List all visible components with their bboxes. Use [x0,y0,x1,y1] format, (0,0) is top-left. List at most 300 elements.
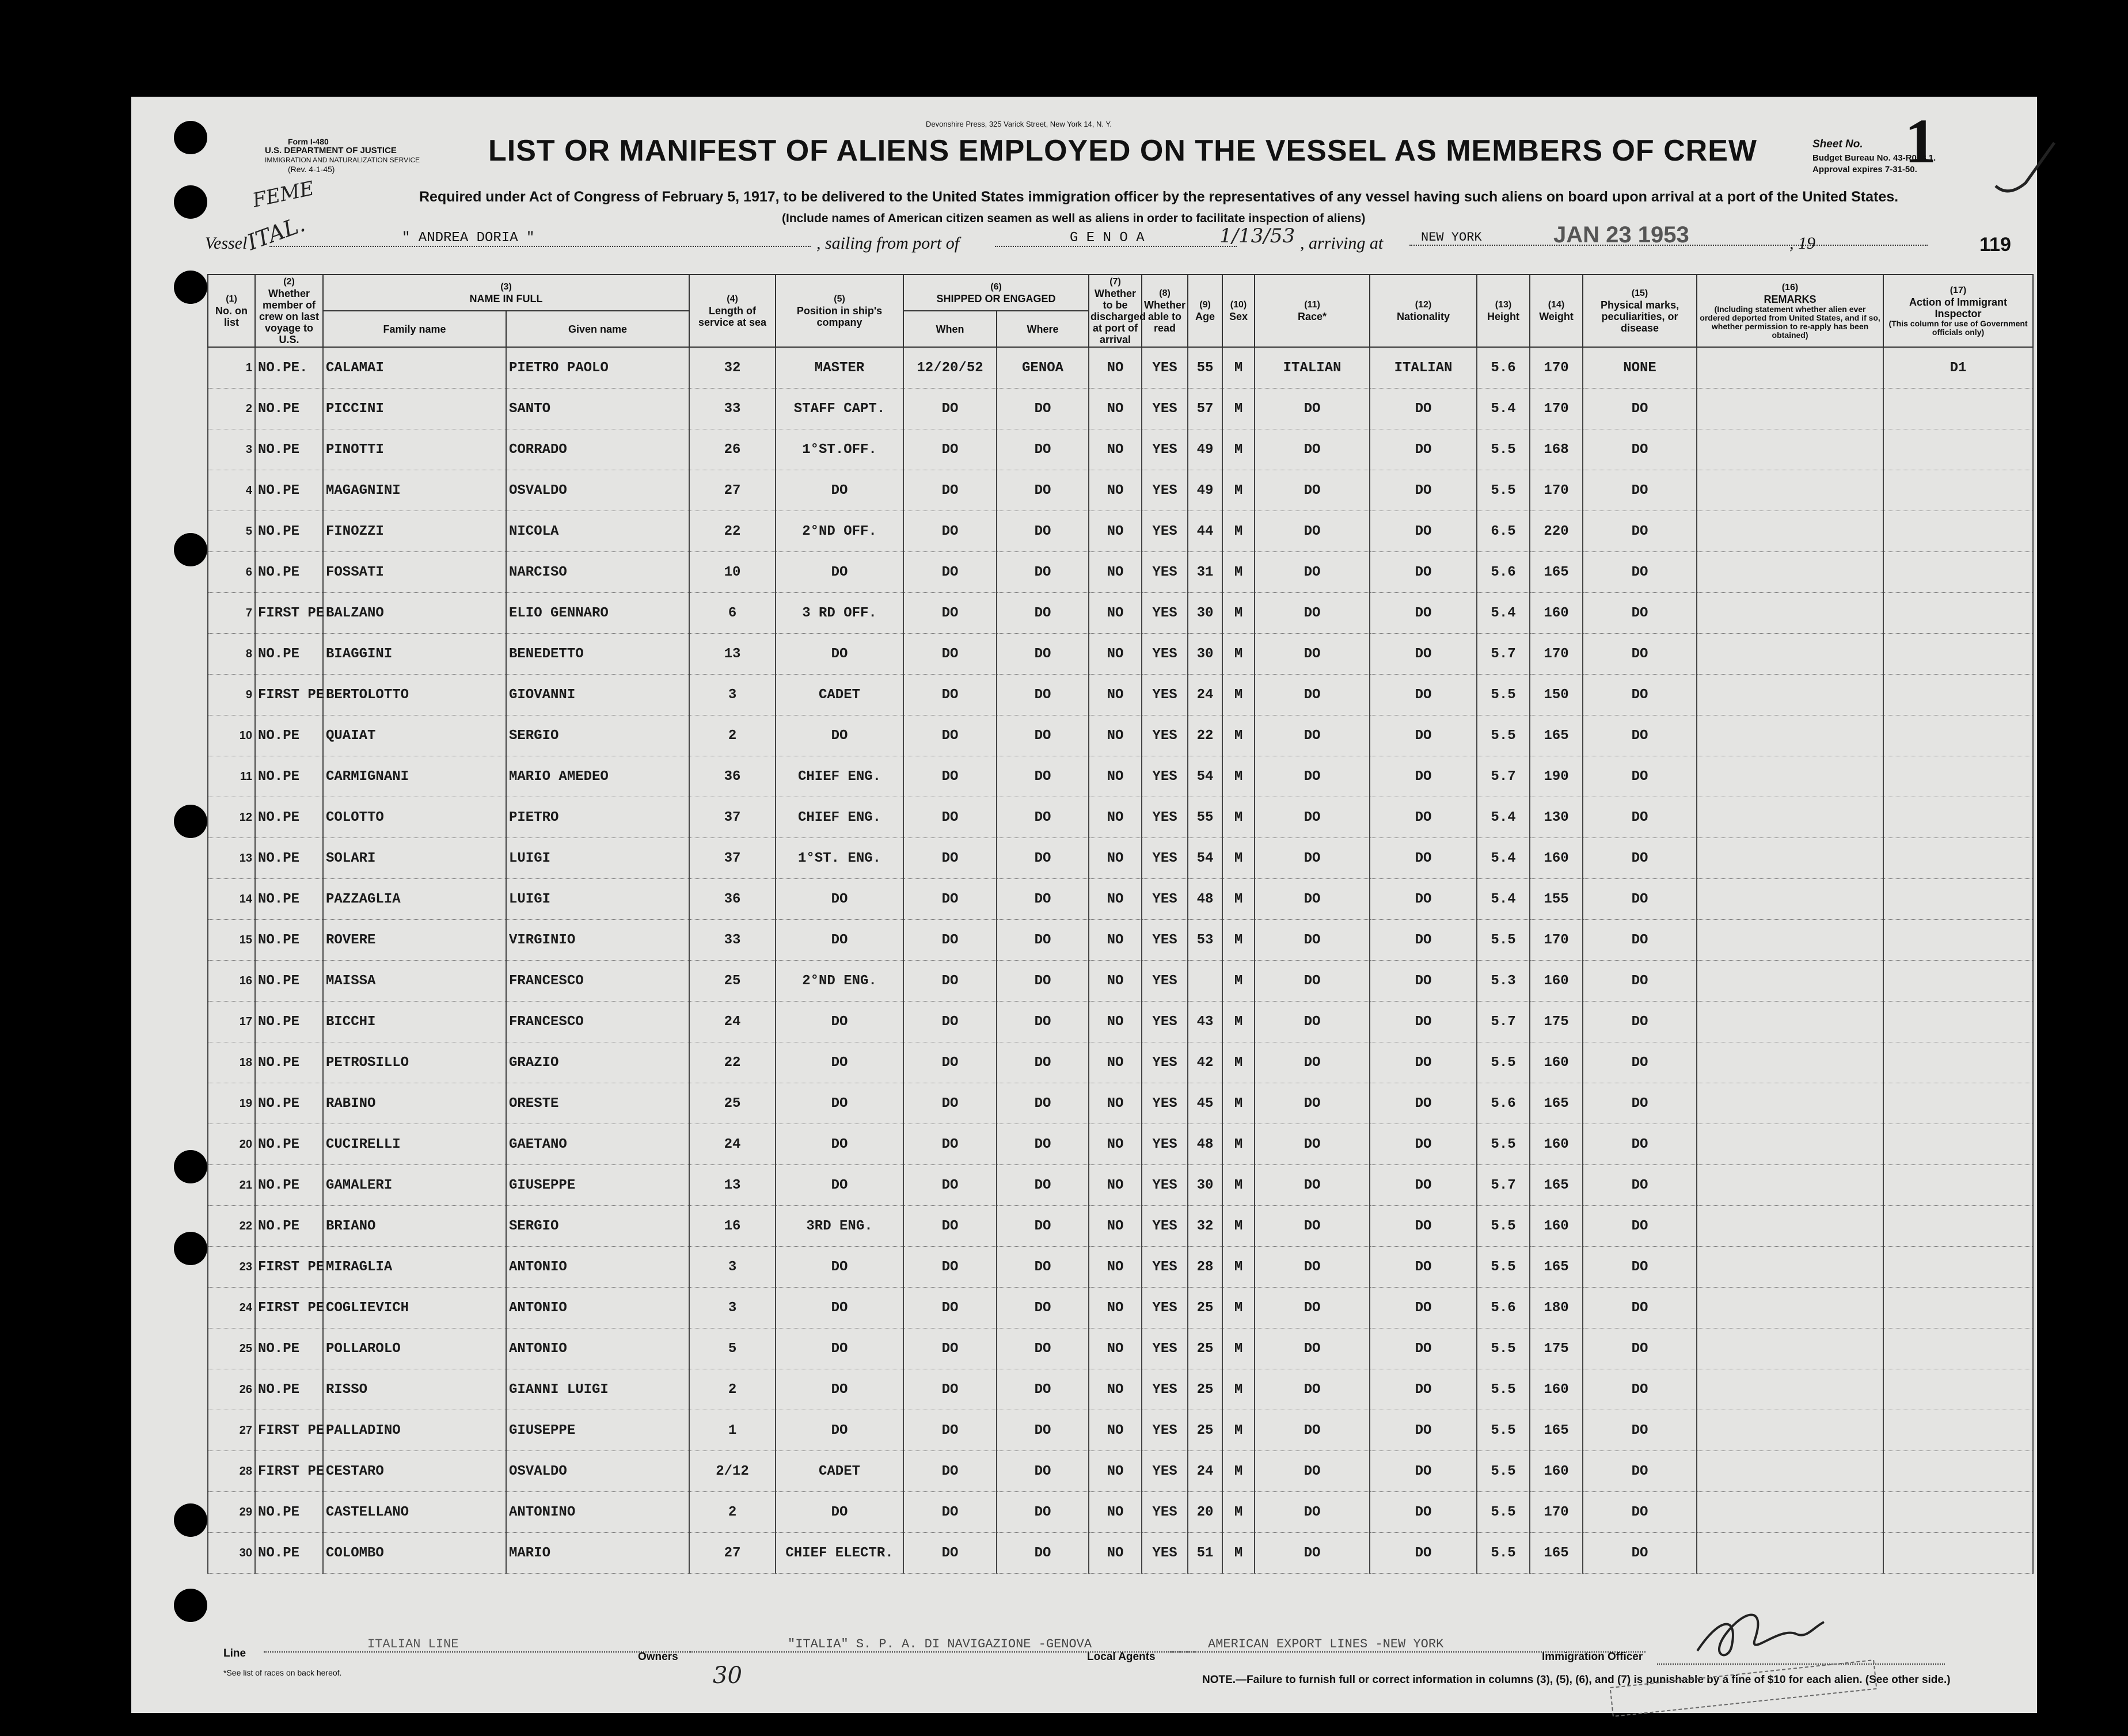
height: 5.5 [1477,1410,1530,1451]
given-name: LUIGI [506,838,689,879]
physical-marks: DO [1583,920,1697,961]
shipped-where: DO [997,1328,1089,1369]
able-to-read: YES [1142,1369,1188,1410]
race: DO [1255,1206,1370,1247]
age: 49 [1188,429,1222,470]
age: 31 [1188,552,1222,593]
discharged: NO [1089,1328,1142,1369]
physical-marks: DO [1583,1533,1697,1574]
last-voyage: NO.PE [255,1165,323,1206]
remarks [1697,1165,1883,1206]
punch-hole [174,1232,207,1265]
able-to-read: YES [1142,838,1188,879]
shipped-when: DO [903,470,997,511]
position: DO [776,715,903,756]
shipped-when: DO [903,1533,997,1574]
length-of-service: 3 [689,1247,776,1288]
shipped-when: DO [903,1206,997,1247]
race: DO [1255,756,1370,797]
age: 25 [1188,1328,1222,1369]
last-voyage: FIRST PE. [255,593,323,634]
able-to-read: YES [1142,1328,1188,1369]
shipped-when: DO [903,1165,997,1206]
punch-hole [174,1503,207,1537]
length-of-service: 13 [689,1165,776,1206]
position: 2°ND OFF. [776,511,903,552]
weight: 170 [1530,347,1583,389]
able-to-read: YES [1142,1165,1188,1206]
inspector-action [1883,797,2033,838]
race: DO [1255,470,1370,511]
race: DO [1255,1369,1370,1410]
nationality: DO [1370,756,1477,797]
sex: M [1222,1247,1255,1288]
length-of-service: 3 [689,675,776,715]
table-row [208,552,2033,593]
shipped-where: DO [997,389,1089,429]
remarks [1697,552,1883,593]
sex: M [1222,797,1255,838]
sex: M [1222,1042,1255,1083]
given-name: BENEDETTO [506,634,689,675]
height: 6.5 [1477,511,1530,552]
crew-table [207,274,2034,1574]
height: 5.4 [1477,389,1530,429]
race: DO [1255,389,1370,429]
length-of-service: 24 [689,1002,776,1042]
page-number: 119 [1979,234,2011,256]
race: DO [1255,429,1370,470]
remarks [1697,879,1883,920]
shipped-when: DO [903,1410,997,1451]
race: DO [1255,634,1370,675]
row-number: 8 [208,634,255,675]
col-position: (5) Position in ship's company [776,275,903,347]
race: DO [1255,1451,1370,1492]
inspector-action [1883,756,2033,797]
given-name: FRANCESCO [506,1002,689,1042]
shipped-where: DO [997,797,1089,838]
inspector-action [1883,470,2033,511]
nationality: DO [1370,920,1477,961]
shipped-where: DO [997,1083,1089,1124]
last-voyage: FIRST PE [255,1451,323,1492]
sex: M [1222,1328,1255,1369]
table-row [208,1247,2033,1288]
remarks [1697,1247,1883,1288]
checkmark-icon [1991,131,2060,200]
nationality: DO [1370,1451,1477,1492]
family-name: BIAGGINI [323,634,506,675]
age: 30 [1188,593,1222,634]
given-name: GIOVANNI [506,675,689,715]
table-row [208,675,2033,715]
position: DO [776,1410,903,1451]
nationality: DO [1370,838,1477,879]
sex: M [1222,715,1255,756]
remarks [1697,1206,1883,1247]
col-last-voyage: (2) Whether member of crew on last voyage to U.S. [255,275,323,347]
position: DO [776,1042,903,1083]
remarks [1697,675,1883,715]
able-to-read: YES [1142,470,1188,511]
discharged: NO [1089,715,1142,756]
col-where: Where [997,311,1089,347]
col-weight: (14) Weight [1530,275,1583,347]
age: 49 [1188,470,1222,511]
weight: 160 [1530,1206,1583,1247]
table-row [208,715,2033,756]
height: 5.5 [1477,1451,1530,1492]
sheet-number: 1 [1905,106,1936,176]
row-number: 2 [208,389,255,429]
remarks [1697,389,1883,429]
physical-marks: DO [1583,1042,1697,1083]
given-name: MARIO AMEDEO [506,756,689,797]
family-name: PETROSILLO [323,1042,506,1083]
sex: M [1222,961,1255,1002]
nationality: DO [1370,1002,1477,1042]
budget-bureau: Budget Bureau No. 43-R068.1. [1812,153,1936,163]
row-number: 6 [208,552,255,593]
position: 3 RD OFF. [776,593,903,634]
service: IMMIGRATION AND NATURALIZATION SERVICE [265,156,420,164]
shipped-where: DO [997,1206,1089,1247]
height: 5.5 [1477,1533,1530,1574]
nationality: DO [1370,1410,1477,1451]
height: 5.4 [1477,879,1530,920]
row-number: 10 [208,715,255,756]
able-to-read: YES [1142,797,1188,838]
last-voyage: NO.PE [255,920,323,961]
inspector-action [1883,1369,2033,1410]
shipped-when: DO [903,1451,997,1492]
discharged: NO [1089,1083,1142,1124]
height: 5.6 [1477,1288,1530,1328]
remarks [1697,1042,1883,1083]
family-name: MIRAGLIA [323,1247,506,1288]
shipped-when: DO [903,511,997,552]
height: 5.7 [1477,1002,1530,1042]
agents-label: Local Agents [1087,1651,1156,1663]
last-voyage: FIRST PE [255,675,323,715]
sex: M [1222,756,1255,797]
position: DO [776,920,903,961]
sailing-date: 1/13/53 [1219,224,1295,248]
race: DO [1255,1410,1370,1451]
row-number: 4 [208,470,255,511]
discharged: NO [1089,1165,1142,1206]
remarks [1697,756,1883,797]
discharged: NO [1089,1042,1142,1083]
shipped-where: DO [997,1288,1089,1328]
row-number: 5 [208,511,255,552]
family-name: COLOMBO [323,1533,506,1574]
table-row [208,429,2033,470]
shipped-when: 12/20/52 [903,347,997,389]
row-number: 26 [208,1369,255,1410]
age: 45 [1188,1083,1222,1124]
physical-marks: DO [1583,1247,1697,1288]
length-of-service: 26 [689,429,776,470]
weight: 160 [1530,1369,1583,1410]
weight: 165 [1530,552,1583,593]
discharged: NO [1089,1533,1142,1574]
given-name: SERGIO [506,1206,689,1247]
race: DO [1255,838,1370,879]
able-to-read: YES [1142,1533,1188,1574]
length-of-service: 3 [689,1288,776,1328]
nationality: DO [1370,1369,1477,1410]
inspector-action [1883,1042,2033,1083]
position: DO [776,634,903,675]
row-number: 27 [208,1410,255,1451]
table-row [208,879,2033,920]
last-voyage: FIRST PE [255,1247,323,1288]
family-name: PAZZAGLIA [323,879,506,920]
shipped-where: DO [997,429,1089,470]
family-name: CASTELLANO [323,1492,506,1533]
nationality: DO [1370,634,1477,675]
col-height: (13) Height [1477,275,1530,347]
physical-marks: DO [1583,838,1697,879]
race: DO [1255,675,1370,715]
inspector-action [1883,715,2033,756]
length-of-service: 16 [689,1206,776,1247]
table-row [208,1042,2033,1083]
row-number: 18 [208,1042,255,1083]
given-name: OSVALDO [506,470,689,511]
length-of-service: 10 [689,552,776,593]
family-name: PINOTTI [323,429,506,470]
weight: 155 [1530,879,1583,920]
shipped-where: DO [997,1002,1089,1042]
inspector-action [1883,1328,2033,1369]
table-row [208,1165,2033,1206]
officer-label: Immigration Officer [1542,1651,1643,1663]
physical-marks: DO [1583,429,1697,470]
family-name: BRIANO [323,1206,506,1247]
remarks [1697,429,1883,470]
sex: M [1222,920,1255,961]
discharged: NO [1089,920,1142,961]
inspector-action [1883,1247,2033,1288]
remarks [1697,838,1883,879]
weight: 165 [1530,1083,1583,1124]
annotation-ital: ITAL. [244,211,309,256]
requirement-text: Required under Act of Congress of February 5, 1917, to be delivered to the United States immigration officer by the representatives of any vessel having such aliens on board upon arrival at a port of the United States. [419,189,1899,205]
stamp-icon [1605,1668,1882,1708]
able-to-read: YES [1142,511,1188,552]
discharged: NO [1089,1206,1142,1247]
given-name: SERGIO [506,715,689,756]
age [1188,961,1222,1002]
sex: M [1222,1124,1255,1165]
remarks [1697,715,1883,756]
remarks [1697,470,1883,511]
weight: 160 [1530,838,1583,879]
length-of-service: 22 [689,511,776,552]
sex: M [1222,552,1255,593]
physical-marks: DO [1583,1328,1697,1369]
last-voyage: NO.PE [255,634,323,675]
height: 5.4 [1477,838,1530,879]
family-name: POLLAROLO [323,1328,506,1369]
family-name: COGLIEVICH [323,1288,506,1328]
row-number: 22 [208,1206,255,1247]
able-to-read: YES [1142,1042,1188,1083]
last-voyage: NO.PE [255,511,323,552]
physical-marks: DO [1583,634,1697,675]
last-voyage: NO.PE [255,879,323,920]
able-to-read: YES [1142,634,1188,675]
discharged: NO [1089,1124,1142,1165]
length-of-service: 6 [689,593,776,634]
inspector-action [1883,389,2033,429]
shipped-where: DO [997,1533,1089,1574]
shipped-when: DO [903,1328,997,1369]
physical-marks: DO [1583,1165,1697,1206]
discharged: NO [1089,429,1142,470]
table-row [208,920,2033,961]
height: 5.5 [1477,675,1530,715]
year-label: , 19 [1789,234,1815,253]
inspector-action: D1 [1883,347,2033,389]
able-to-read: YES [1142,552,1188,593]
physical-marks: DO [1583,879,1697,920]
height: 5.3 [1477,961,1530,1002]
row-number: 15 [208,920,255,961]
inspector-action [1883,1410,2033,1451]
table-row [208,797,2033,838]
position: CHIEF ENG. [776,756,903,797]
position: STAFF CAPT. [776,389,903,429]
inspector-action [1883,879,2033,920]
given-name: GAETANO [506,1124,689,1165]
inspector-action [1883,634,2033,675]
able-to-read: YES [1142,920,1188,961]
height: 5.5 [1477,429,1530,470]
height: 5.5 [1477,1492,1530,1533]
col-nationality: (12) Nationality [1370,275,1477,347]
shipped-where: DO [997,634,1089,675]
length-of-service: 33 [689,389,776,429]
discharged: NO [1089,1247,1142,1288]
race: DO [1255,1533,1370,1574]
weight: 170 [1530,1492,1583,1533]
last-voyage: NO.PE [255,1083,323,1124]
age: 48 [1188,879,1222,920]
nationality: DO [1370,389,1477,429]
inspector-action [1883,838,2033,879]
weight: 170 [1530,634,1583,675]
able-to-read: YES [1142,1247,1188,1288]
discharged: NO [1089,634,1142,675]
physical-marks: DO [1583,1451,1697,1492]
table-row [208,838,2033,879]
position: 1°ST.OFF. [776,429,903,470]
inspector-action [1883,1165,2033,1206]
vessel-name: " ANDREA DORIA " [269,230,811,247]
height: 5.5 [1477,470,1530,511]
last-voyage: NO.PE [255,1369,323,1410]
col-action: (17) Action of Immigrant Inspector (This column for use of Government officials only) [1883,275,2033,347]
length-of-service: 25 [689,1083,776,1124]
punch-hole [174,1589,207,1622]
race: DO [1255,1165,1370,1206]
weight: 170 [1530,470,1583,511]
able-to-read: YES [1142,715,1188,756]
length-of-service: 36 [689,879,776,920]
race: DO [1255,1492,1370,1533]
shipped-when: DO [903,593,997,634]
nationality: DO [1370,470,1477,511]
age: 28 [1188,1247,1222,1288]
length-of-service: 37 [689,838,776,879]
last-voyage: NO.PE [255,552,323,593]
row-number: 21 [208,1165,255,1206]
height: 5.7 [1477,1165,1530,1206]
form-id: Form I-480 [288,137,329,146]
position: 3RD ENG. [776,1206,903,1247]
able-to-read: YES [1142,1124,1188,1165]
inspector-action [1883,961,2033,1002]
agents-value: AMERICAN EXPORT LINES -NEW YORK [1168,1637,1646,1653]
physical-marks: DO [1583,593,1697,634]
arrival-date-stamp: JAN 23 1953 [1553,222,1689,248]
last-voyage: NO.PE [255,756,323,797]
height: 5.4 [1477,797,1530,838]
discharged: NO [1089,961,1142,1002]
sailing-label: , sailing from port of [816,234,960,253]
shipped-where: DO [997,1451,1089,1492]
last-voyage: NO.PE [255,961,323,1002]
row-number: 9 [208,675,255,715]
nationality: DO [1370,1533,1477,1574]
nationality: DO [1370,675,1477,715]
family-name: CUCIRELLI [323,1124,506,1165]
race: DO [1255,1002,1370,1042]
nationality: DO [1370,797,1477,838]
length-of-service: 25 [689,961,776,1002]
row-number: 13 [208,838,255,879]
physical-marks: DO [1583,715,1697,756]
weight: 175 [1530,1328,1583,1369]
shipped-where: DO [997,756,1089,797]
physical-marks: DO [1583,675,1697,715]
race: DO [1255,552,1370,593]
family-name: MAISSA [323,961,506,1002]
nationality: DO [1370,1247,1477,1288]
race: DO [1255,1288,1370,1328]
physical-marks: DO [1583,756,1697,797]
age: 25 [1188,1369,1222,1410]
sex: M [1222,1206,1255,1247]
age: 55 [1188,347,1222,389]
nationality: DO [1370,593,1477,634]
row-number: 24 [208,1288,255,1328]
weight: 160 [1530,961,1583,1002]
row-number: 25 [208,1328,255,1369]
approval-expiry: Approval expires 7-31-50. [1812,165,1917,174]
given-name: ANTONIO [506,1288,689,1328]
shipped-where: DO [997,1247,1089,1288]
nationality: DO [1370,511,1477,552]
last-voyage: NO.PE [255,1328,323,1369]
physical-marks: DO [1583,470,1697,511]
position: DO [776,1165,903,1206]
position: DO [776,1247,903,1288]
